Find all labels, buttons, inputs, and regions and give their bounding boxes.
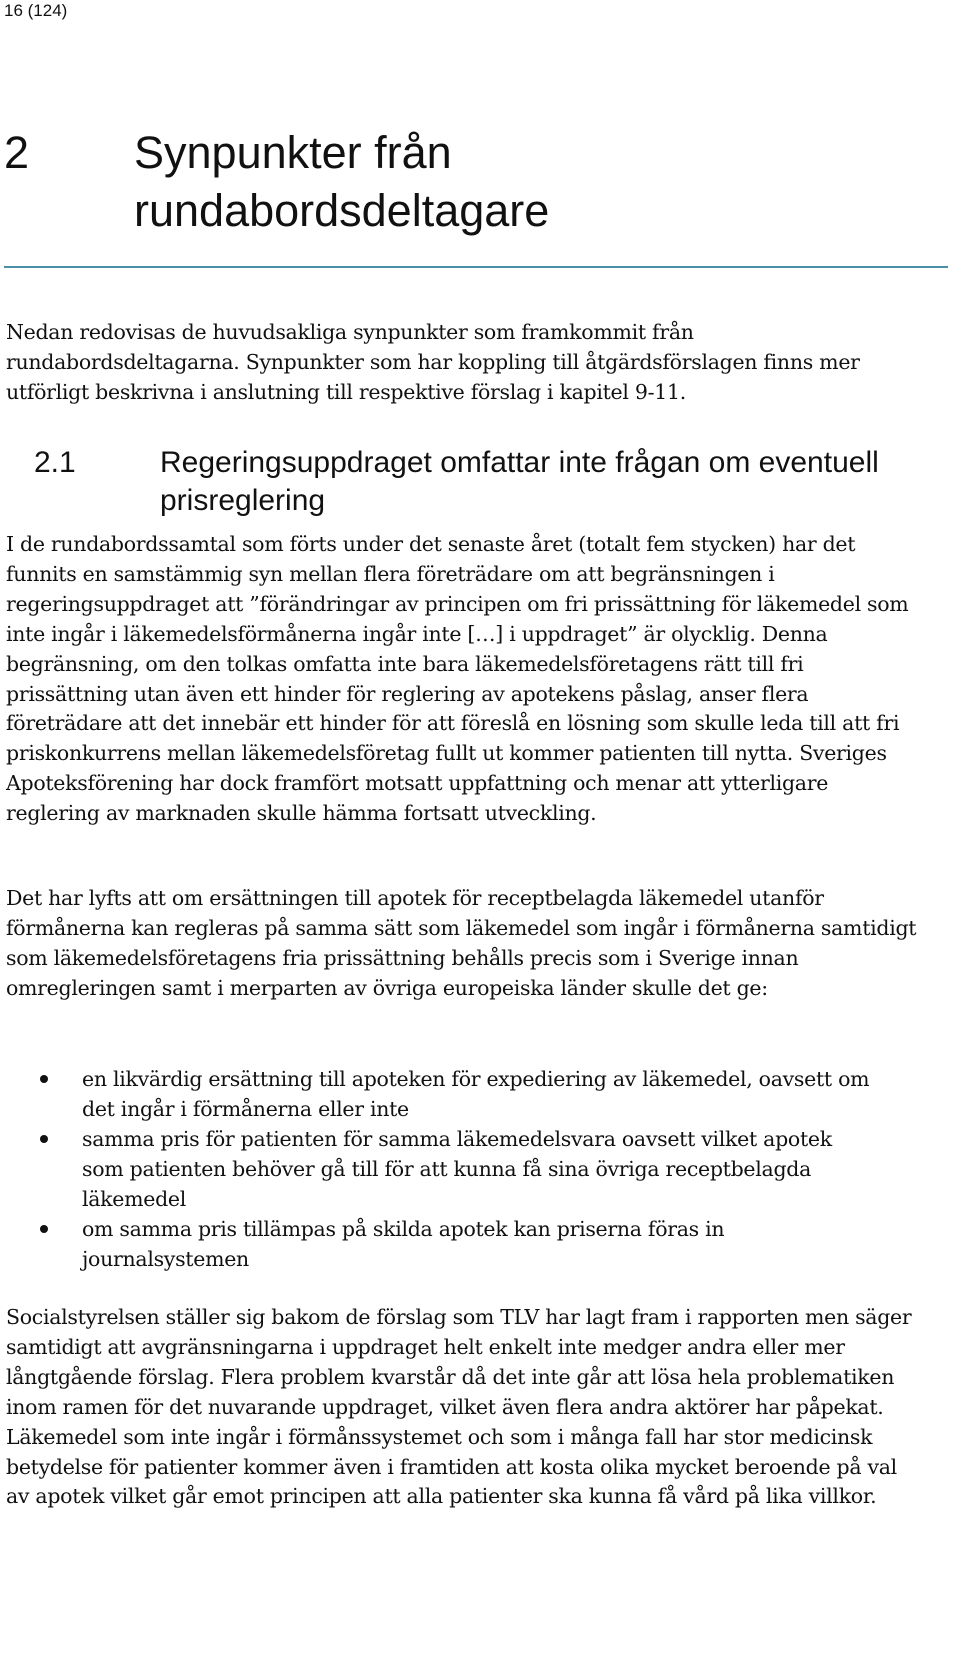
section-number: 2.1 [34, 446, 76, 479]
bullet-list [0, 1064, 940, 1274]
bullet-item [0, 1214, 872, 1274]
bullet-icon [40, 1135, 48, 1143]
bullet-text: om samma pris tillämpas på skilda apotek kan priserna föras in journalsystemen [82, 1217, 725, 1271]
bullet-text: en likvärdig ersättning till apoteken för expediering av läkemedel, oavsett om det ingår i förmånerna eller inte [82, 1067, 870, 1121]
body-paragraph-3: Socialstyrelsen ställer sig bakom de förslag som TLV har lagt fram i rapporten men säger samtidigt att avgränsningarna i uppdraget helt enkelt inte medger andra eller mer långtgående förslag. Flera problem kvarstår då det inte går att lösa hela problematiken inom ramen för det nuvarande uppdraget, vilket även flera andra aktörer har påpekat. Läkemedel som inte ingår i förmånssystemet och som i många fall har stor medicinsk betydelse för patienter kommer även i framtiden att kosta olika mycket beroende på val av apotek vilket går emot principen att alla patienter ska kunna få vård på lika villkor. [6, 1305, 912, 1509]
chapter-divider [4, 266, 948, 268]
intro-paragraph: Nedan redovisas de huvudsakliga synpunkter som framkommit från rundabordsdeltagarna. Synpunkter som har koppling till åtgärdsförslagen finns mer utförligt beskrivna i anslutning till respektive förslag i kapitel 9-11. [6, 320, 860, 404]
page-number: 16 (124) [4, 1, 68, 20]
body-paragraph-2: Det har lyfts att om ersättningen till apotek för receptbelagda läkemedel utanför förmånerna kan regleras på samma sätt som läkemedel som ingår i förmånerna samtidigt som läkemedelsföretagens fria prissättning behålls precis som i Sverige innan omregleringen samt i merparten av övriga europeiska länder skulle det ge: [6, 886, 917, 1000]
section-title: Regeringsuppdraget omfattar inte frågan om eventuell prisreglering [160, 446, 879, 517]
bullet-text: samma pris för patienten för samma läkemedelsvara oavsett vilket apotek som patienten behöver gå till för att kunna få sina övriga receptbelagda läkemedel [82, 1127, 832, 1211]
body-paragraph-1: I de rundabordssamtal som förts under det senaste året (totalt fem stycken) har det funnits en samstämmig syn mellan flera företrädare om att begränsningen i regeringsuppdraget att ”förändringar av principen om fri prissättning för läkemedel som inte ingår i läkemedelsförmånerna ingår inte […] i uppdraget” är olycklig. Denna begränsning, om den tolkas omfatta inte bara läkemedelsföretagens rätt till fri prissättning utan även ett hinder för reglering av apotekens påslag, anser flera företrädare att det innebär ett hinder för att föreslå en lösning som skulle leda till att fri priskonkurrens mellan läkemedelsföretag fullt ut kommer patienten till nytta. Sveriges Apoteksförening har dock framfört motsatt uppfattning och menar att ytterligare reglering av marknaden skulle hämma fortsatt utveckling. [6, 532, 909, 826]
bullet-icon [40, 1075, 48, 1083]
bullet-item [0, 1124, 872, 1214]
chapter-number: 2 [4, 127, 30, 178]
chapter-title: Synpunkter från rundabordsdeltagare [134, 127, 550, 236]
bullet-icon [40, 1225, 48, 1233]
bullet-item [0, 1064, 872, 1124]
